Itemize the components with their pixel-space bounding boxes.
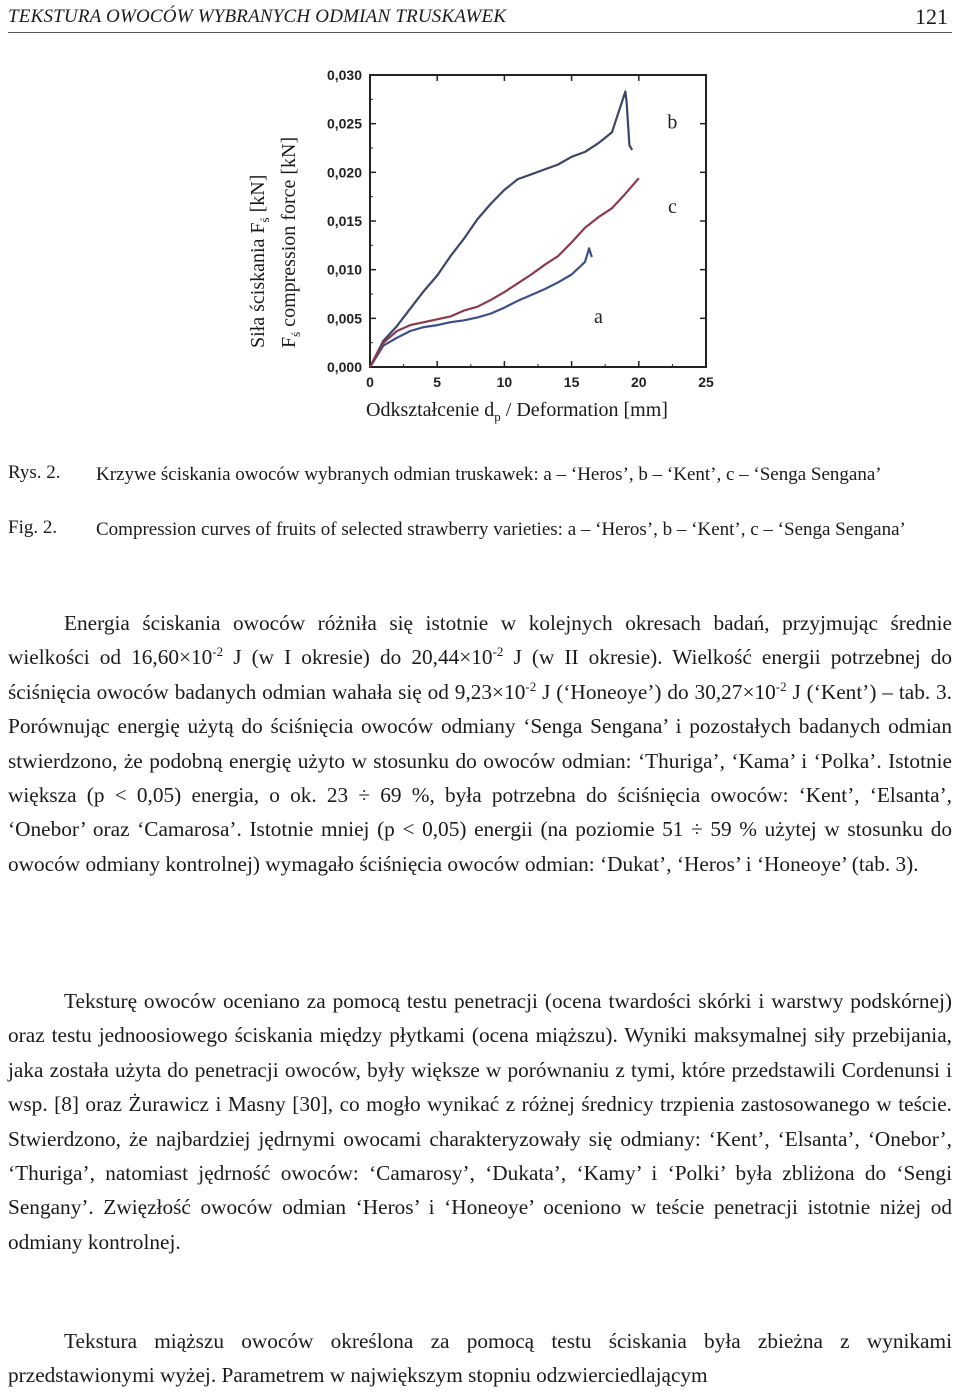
series-a-line xyxy=(370,248,592,367)
y-tick-label: 0,000 xyxy=(326,359,362,375)
paragraph-flesh: Tekstura miąższu owoców określona za pomocą testu ściskania była zbieżna z wynikami przedstawionymi wyżej. Parametrem w największym stopniu odzwierciedlającym xyxy=(8,1329,952,1388)
caption-pl-label: Rys. 2. xyxy=(8,462,61,483)
y-tick-label: 0,015 xyxy=(326,213,362,229)
curve-labels xyxy=(594,112,677,329)
running-header xyxy=(8,4,952,33)
y-tick-label: 0,025 xyxy=(326,115,362,132)
paragraph-energy: Energia ściskania owoców różniła się istotnie w kolejnych okresach badań, przyjmując średnie wielkości od $16,60\times 10^{-2}$ J (w I okresie) do $20,44\times 10^{-2}$ J (w II okresie). Wielkość energii potrzebnej do ściśnięcia owoców badanych odmian wahała się od $9,23\times 10^{-2}$ J (‘Honeoye’) do $30,27\times 10^{-2}$ J (‘Kent’) – tab. 3. Porównując energię użytą do ściśnięcia owoców odmiany ‘Senga Sengana’ i pozostałych badanych odmian stwierdzono, że podobną energię użyto w stosunku do owoców odmian: ‘Thuriga’, ‘Kama’ i ‘Polka’. Istotnie większa (p < 0,05) energia, o ok. 23 ÷ 69 %, była potrzebna do ściśnięcia owoców: ‘Kent’, ‘Elsanta’, ‘Onebor’ oraz ‘Camarosa’. Istotnie mniej (p < 0,05) energii (na poziomie 51 ÷ 59 % użytej w stosunku do owoców odmiany kontrolnej) wymagało ściśnięcia owoców odmian: ‘Dukat’, ‘Heros’ i ‘Honeoye’ (tab. 3). xyxy=(8,611,953,876)
curve-label-c: c xyxy=(667,196,677,219)
series-c-line xyxy=(370,178,639,367)
caption-en-text: Compression curves of fruits of selected strawberry varieties: a – ‘Heros’, b – ‘Kent’, c – ‘Senga Sengana’ xyxy=(96,519,906,540)
page-number: 121 xyxy=(915,4,948,29)
x-tick-label: 10 xyxy=(496,374,513,390)
y-tick-label: 0,005 xyxy=(326,310,362,327)
curve-label-a: a xyxy=(594,306,603,329)
x-tick-label: 25 xyxy=(698,374,714,390)
y-tick-label: 0,010 xyxy=(326,261,362,278)
caption-pl-text: Krzywe ściskania owoców wybranych odmian truskawek: a – ‘Heros’, b – ‘Kent’, c – ‘Senga Sengana’ xyxy=(96,464,882,485)
curve-label-b: b xyxy=(667,111,678,134)
x-tick-label: 5 xyxy=(433,374,442,390)
running-title: TEKSTURA OWOCÓW WYBRANYCH ODMIAN TRUSKAWEK xyxy=(8,6,507,27)
x-axis-label: Odkształcenie $d_p$ / Deformation [mm] xyxy=(366,399,668,424)
x-tick-label: 0 xyxy=(366,374,374,390)
y-tick-label: 0,020 xyxy=(326,164,362,181)
y-axis-label: Siła ściskania $F_ś$ [kN] $F_ś$ compression force [kN] xyxy=(247,136,303,348)
x-tick-label: 15 xyxy=(563,374,580,390)
caption-en-label: Fig. 2. xyxy=(8,517,58,538)
y-tick-label: 0,030 xyxy=(326,67,362,83)
compression-curves-chart xyxy=(240,60,740,400)
x-tick-label: 20 xyxy=(631,374,647,390)
paragraph-texture: Teksturę owoców oceniano za pomocą testu penetracji (ocena twardości skórki i warstwy podskórnej) oraz testu jednoosiowego ściskania między płytkami (ocena miąższu). Wyniki maksymalnej siły przebijania, jaka została użyta do penetracji owoców, były większe w porównaniu z tymi, które przedstawili Cordenunsi i wsp. [8] oraz Żurawicz i Masny [30], co mogło wynikać z różnej średnicy trzpienia zastosowanego w teście. Stwierdzono, że najbardziej jędrnymi owocami charakteryzowały się odmiany: ‘Kent’, ‘Elsanta’, ‘Onebor’, ‘Thuriga’, natomiast jędrność owoców: ‘Camarosy’, ‘Dukata’, ‘Kamy’ i ‘Polki’ była zbliżona do ‘Sengi Sengany’. Zwięzłość owoców odmian ‘Heros’ i ‘Honeoye’ oceniono w teście penetracji istotnie niżej od odmiany kontrolnej. xyxy=(8,989,952,1254)
